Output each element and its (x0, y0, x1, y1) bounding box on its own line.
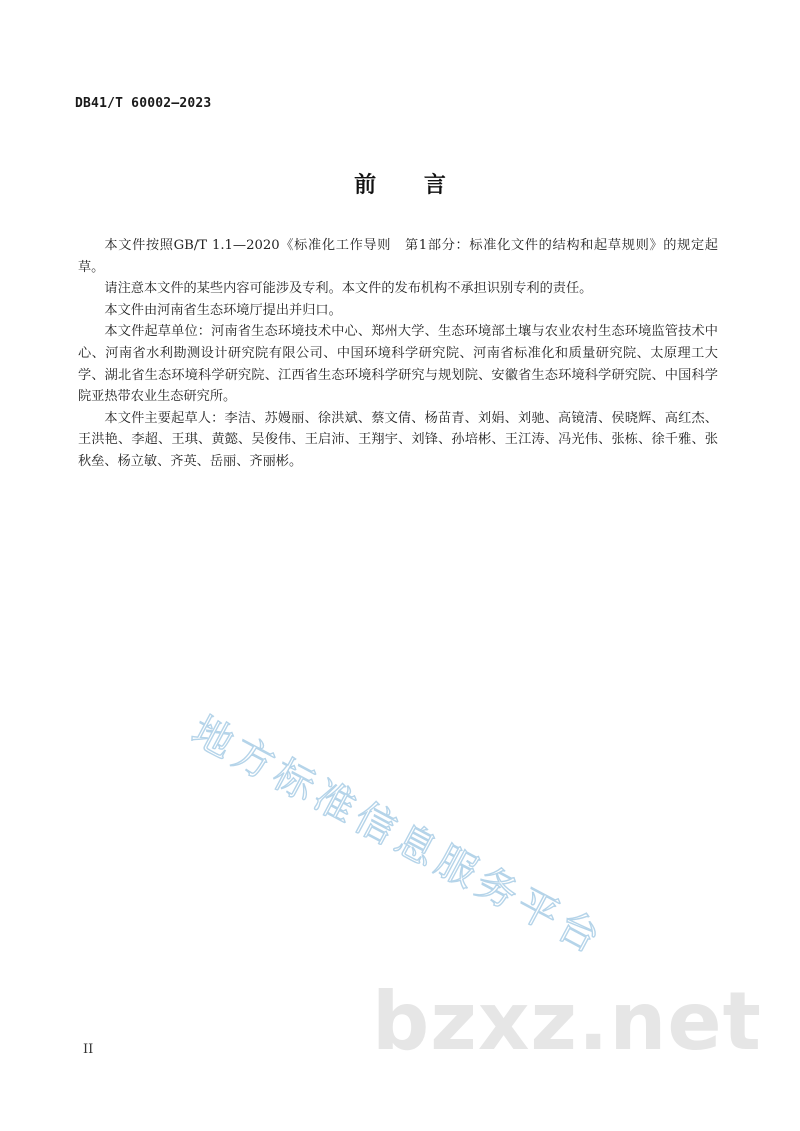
foreword-body (78, 235, 718, 473)
document-code: DB41/T 60002—2023 (75, 96, 212, 111)
page-number: II (83, 1042, 94, 1057)
paragraph-drafters: 本文件主要起草人：李洁、苏嫚丽、徐洪斌、蔡文倩、杨苗青、刘娟、刘驰、高镜清、侯晓辉、高红杰、王洪艳、李超、王琪、黄懿、吴俊伟、王启沛、王翔宇、刘锋、孙培彬、王江涛、冯光伟、张栋、徐千雅、张秋垒、杨立敏、齐英、岳丽、齐丽彬。 (78, 410, 718, 469)
platform-watermark: 地方标准信息服务平台 (184, 707, 612, 965)
paragraph-drafting-units: 本文件起草单位：河南省生态环境技术中心、郑州大学、生态环境部土壤与农业农村生态环境监管技术中心、河南省水利勘测设计研究院有限公司、中国环境科学研究院、河南省标准化和质量研究院、太原理工大学、湖北省生态环境科学研究院、江西省生态环境科学研究与规划院、安徽省生态环境科学研究院、中国科学院亚热带农业生态研究所。 (78, 324, 718, 405)
paragraph-proposer: 本文件由河南省生态环境厅提出并归口。 (104, 302, 342, 318)
paragraph-drafting-rules: 本文件按照GB/T 1.1—2020《标准化工作导则 第1部分：标准化文件的结构和起草规则》的规定起草。 (78, 238, 718, 275)
page-title: 前 言 (354, 173, 466, 198)
site-watermark: bzxz.net (372, 975, 762, 1068)
paragraph-patent-notice: 请注意本文件的某些内容可能涉及专利。本文件的发布机构不承担识别专利的责任。 (104, 281, 593, 297)
